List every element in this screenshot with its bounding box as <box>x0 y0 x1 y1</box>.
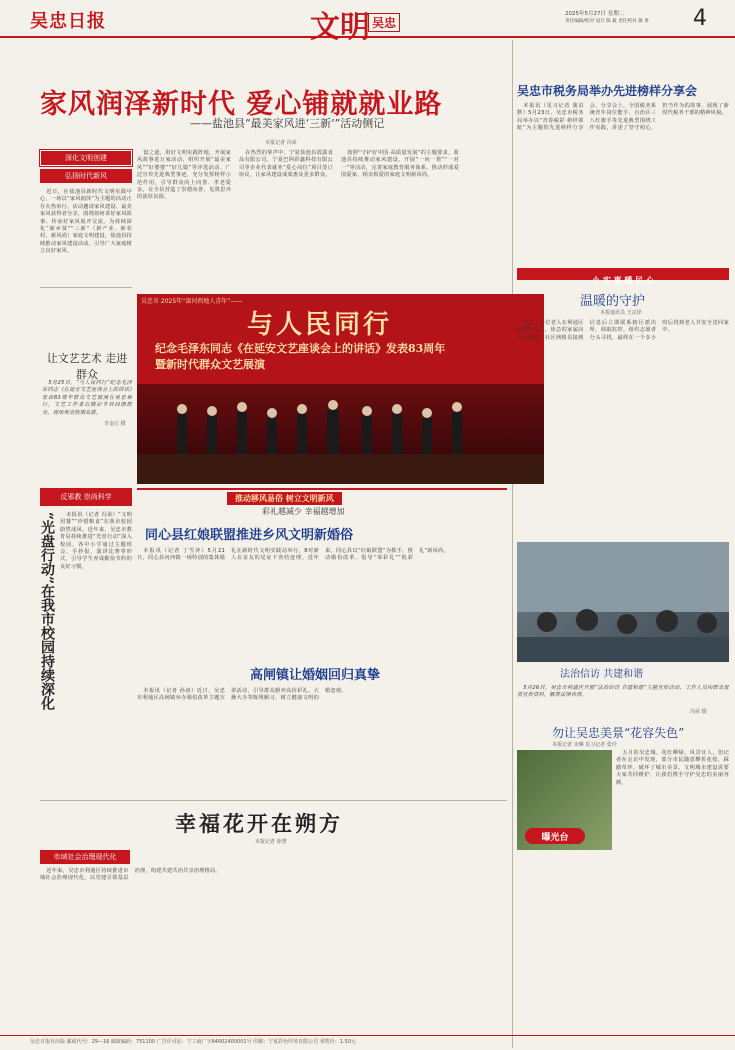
banner-sub: 纪念毛泽东同志《在延安文艺座谈会上的讲话》发表83周年 <box>155 342 446 355</box>
performance-photo <box>137 294 544 484</box>
banner-sub2: 暨新时代群众文艺展演 <box>155 358 265 371</box>
exposure-title: 勿让吴忠美景“花容失色” <box>552 726 685 740</box>
wedding-body: 本报讯（记者 丁雪萍）5月21日，同心县河西镇一场特别的集体婚礼在新时代文明实践站举行，8对新人在亲友的见证下喜结连理。近年来，同心县以“红娘联盟”为抓手，推动婚俗改革，倡导“零彩礼”“低彩礼”新风尚。 <box>137 548 449 562</box>
exposure-body-a: 五月的吴忠城，花红柳绿，风景宜人，但记者在走访中发现，部分市民随意攀折花枝、踩踏草坪，破坏了城市美景。文明城市建设需要大家共同维护，让我们携手守护吴忠的美丽容颜。 <box>616 750 729 786</box>
tax-title: 吴忠市税务局举办先进榜样分享会 <box>517 84 698 98</box>
main-col-3: 在热烈的掌声中，宁夏盐池县霞露食品有限公司、宁夏巴阿彩鑫科技有限公司等企业代表就业“爱心岗位”项目签订协议，让家风建设成果惠及更多群众。 <box>239 150 333 179</box>
main-subhead: ——盐池县“最美家风进‘三新’”活动侧记 <box>190 117 385 130</box>
law-byline: 冯荣 摄 <box>690 709 707 715</box>
wedding-ribbon: 推动移风易俗 树立文明新风 <box>227 492 342 505</box>
wedding-title-2: 高闸镇让婚姻回归真挚 <box>250 668 381 683</box>
tax-body: 本报讯（见习记者 蒲泊默）5月23日，吴忠市税务局举办以“青春税彩 榜样领航”为主题的先进榜样分享会。分享会上，全国税务系统青年岗位能手、自治区三八红旗手等先进典型围绕工作实践，讲述了坚守初心、担当作为的故事，展现了新时代税务干部的精神风貌。 <box>517 103 729 132</box>
main-col-1-text: 近日，在盐池县新时代文明实践中心，一场以“家风润泽”为主题的活动正在火热举行，活动邀请家风建设、最美家风获得者分享，围绕如何讲好家风故事、传承好家风展开交流。为持续深化“新乡贤”“三新”（新产业、新农村、新风尚）家庭文明建设，盐池县持续推动家风建设活动，引导广大家庭树立良好家风。 <box>40 189 132 255</box>
law-photo <box>517 542 729 662</box>
page-number: 4 <box>693 6 707 31</box>
footer: 吴忠日报社出版 邮政代号：29—16 邮政编码：751100 广告许可证：宁工商广字64002400001号 印刷：宁夏彩色印务有限公司 零售价：1.50元 <box>0 1035 735 1050</box>
bottom-title: 幸福花开在朔方 <box>175 811 343 836</box>
vertical-title: “光盘行动”在我市校园持续深化 <box>39 512 55 711</box>
issue-date: 2025年5月27日 星期二 <box>565 11 625 17</box>
divider <box>40 800 507 801</box>
main-reporter: 本报记者 冯荣 <box>265 140 297 146</box>
tag-xinfeng: 弘扬时代新风 <box>40 169 132 183</box>
tag-anticult: 反邪教 崇尚科学 <box>40 488 132 506</box>
law-title: 法治信访 共建和谐 <box>560 669 644 680</box>
law-caption: 5月26日，吴忠市利通区开展“法治信访 共建和谐”主题宣传活动，工作人员向群众发放宣传资料，解答法律咨询。 <box>517 685 729 699</box>
warm-tag: 小 实 事 暖 民 心 <box>517 268 729 280</box>
exposure-label: 曝光台 <box>525 828 585 844</box>
exposure-reporter: 本报记者 宋琳 见习记者 张玲 <box>552 742 617 748</box>
masthead <box>0 0 735 45</box>
bottom-body: 近年来，吴忠市利通区持续推进市域社会治理现代化，以党建引领基层治理，构建共建共治共享治理格局。 <box>40 868 221 882</box>
performers-icon <box>137 384 544 484</box>
arts-body: 5月25日，“与人民同行”纪念毛泽东同志《在延安文艺座谈会上的讲话》发表83周年群众文艺展演在吴忠举行，文艺工作者以精彩节目回馈群众，现场观众热情高涨。 <box>42 380 132 416</box>
left-story-body: 本报讯（记者 冯荣）“文明用餐”“珍惜粮食”在我市校园蔚然成风。近年来，吴忠市教育局持续推进“光盘行动”深入校园，各中小学通过主题班会、手抄报、演讲比赛等形式，引导学生养成勤俭节约的良好习惯。 <box>60 512 132 570</box>
main-col-4: 按照“守护好中国·高质量发展”的主题要求，盐池县持续推动家风建设，开展“一问一帮”“一对一”等活动，完善家庭教育服务体系，推动形成爱国爱家、相亲相爱的家庭文明新风尚。 <box>341 150 459 179</box>
warm-story-title: 温暖的守护 <box>580 294 646 309</box>
wedding-header <box>137 488 507 524</box>
exposure-photo <box>517 750 612 850</box>
wedding-body-2: 本报讯（记者 孙涛）近日，吴忠市利通区高闸镇举办婚俗改革主题宣讲活动，引导群众摒弃高价彩礼、大操大办等陈规陋习，树立健康文明的婚恋观。 <box>137 688 347 702</box>
tag-governance: 市域社会治理现代化 <box>40 850 130 864</box>
section-sub: 吴忠 <box>368 13 400 32</box>
main-headline: 家风润泽新时代 爱心铺就就业路 <box>40 89 443 120</box>
main-col-1 <box>40 150 132 256</box>
section-title: 文明 <box>310 10 370 45</box>
warm-story-body: 近日，一位老人在利通区某商场走失，焦急的家属向社区求助。社区网格员接到信息后立即联系辖区派出所，调取监控，组织志愿者分头寻找，最终在一个多小时后找到老人并安全送回家中。 <box>517 320 729 341</box>
bottom-reporter: 本报记者 徐慧 <box>255 839 287 845</box>
tag-wenming: 深化文明创建 <box>40 150 132 166</box>
column-divider <box>512 40 513 1048</box>
divider <box>40 287 132 288</box>
stage-area <box>137 384 544 484</box>
arts-byline: 李金让 摄 <box>104 421 126 427</box>
wedding-sub: 彩礼越减少 幸福越增加 <box>262 507 345 516</box>
warm-story-reporter: 本报通讯员 王宗泽 <box>600 310 642 316</box>
crowd-icon <box>517 542 729 662</box>
banner-main: 与人民同行 <box>247 310 393 340</box>
editor-line: 责任编辑/校对 设计 陈 筱 责任校对 蒲 勇 <box>565 19 649 24</box>
arts-title: 让文艺艺术 走进群众 <box>46 352 128 381</box>
wedding-title: 同心县红娘联盟推进乡风文明新婚俗 <box>145 528 354 543</box>
newspaper-logo: 吴忠日报 <box>30 11 106 32</box>
main-col-2: 设之道，用好文明实践阵地，开展家风故事进万家活动，组织开展“最美家风”“好婆婆”“好儿媳”等评选活动，广泛宣传先进典型事迹，充分发挥榜样示范作用，引导群众向上向善、孝老爱亲，在全县营造了崇德向善、见贤思齐的浓厚氛围。 <box>137 150 231 201</box>
banner-topline: 吴忠市 2025年“深河西地人青年”—— <box>141 298 243 305</box>
